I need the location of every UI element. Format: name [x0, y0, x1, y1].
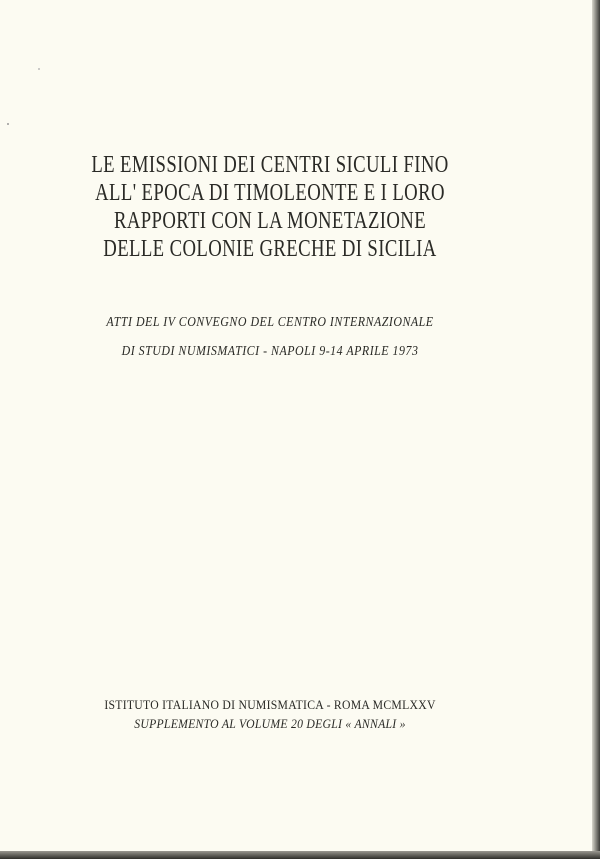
publisher-line: ISTITUTO ITALIANO DI NUMISMATICA - ROMA MCMLXXV: [104, 697, 436, 712]
subtitle-line-2: DI STUDI NUMISMATICI - NAPOLI 9-14 APRILE 1973: [121, 344, 419, 359]
page-edge-bottom: [0, 851, 600, 859]
book-title-line-3: RAPPORTI CON LA MONETAZIONE: [113, 208, 427, 234]
page-edge-right: [592, 0, 600, 859]
supplement-line: SUPPLEMENTO AL VOLUME 20 DEGLI « ANNALI »: [134, 716, 406, 731]
subtitle-line-1: ATTI DEL IV CONVEGNO DEL CENTRO INTERNAZIONALE: [106, 315, 434, 330]
book-title-line-2: ALL' EPOCA DI TIMOLEONTE E I LORO: [95, 180, 445, 206]
book-title-line-1: LE EMISSIONI DEI CENTRI SICULI FINO: [91, 152, 449, 178]
book-title-line-4: DELLE COLONIE GRECHE DI SICILIA: [103, 236, 437, 262]
paper-speck: [38, 68, 40, 70]
paper-speck: [7, 123, 9, 125]
